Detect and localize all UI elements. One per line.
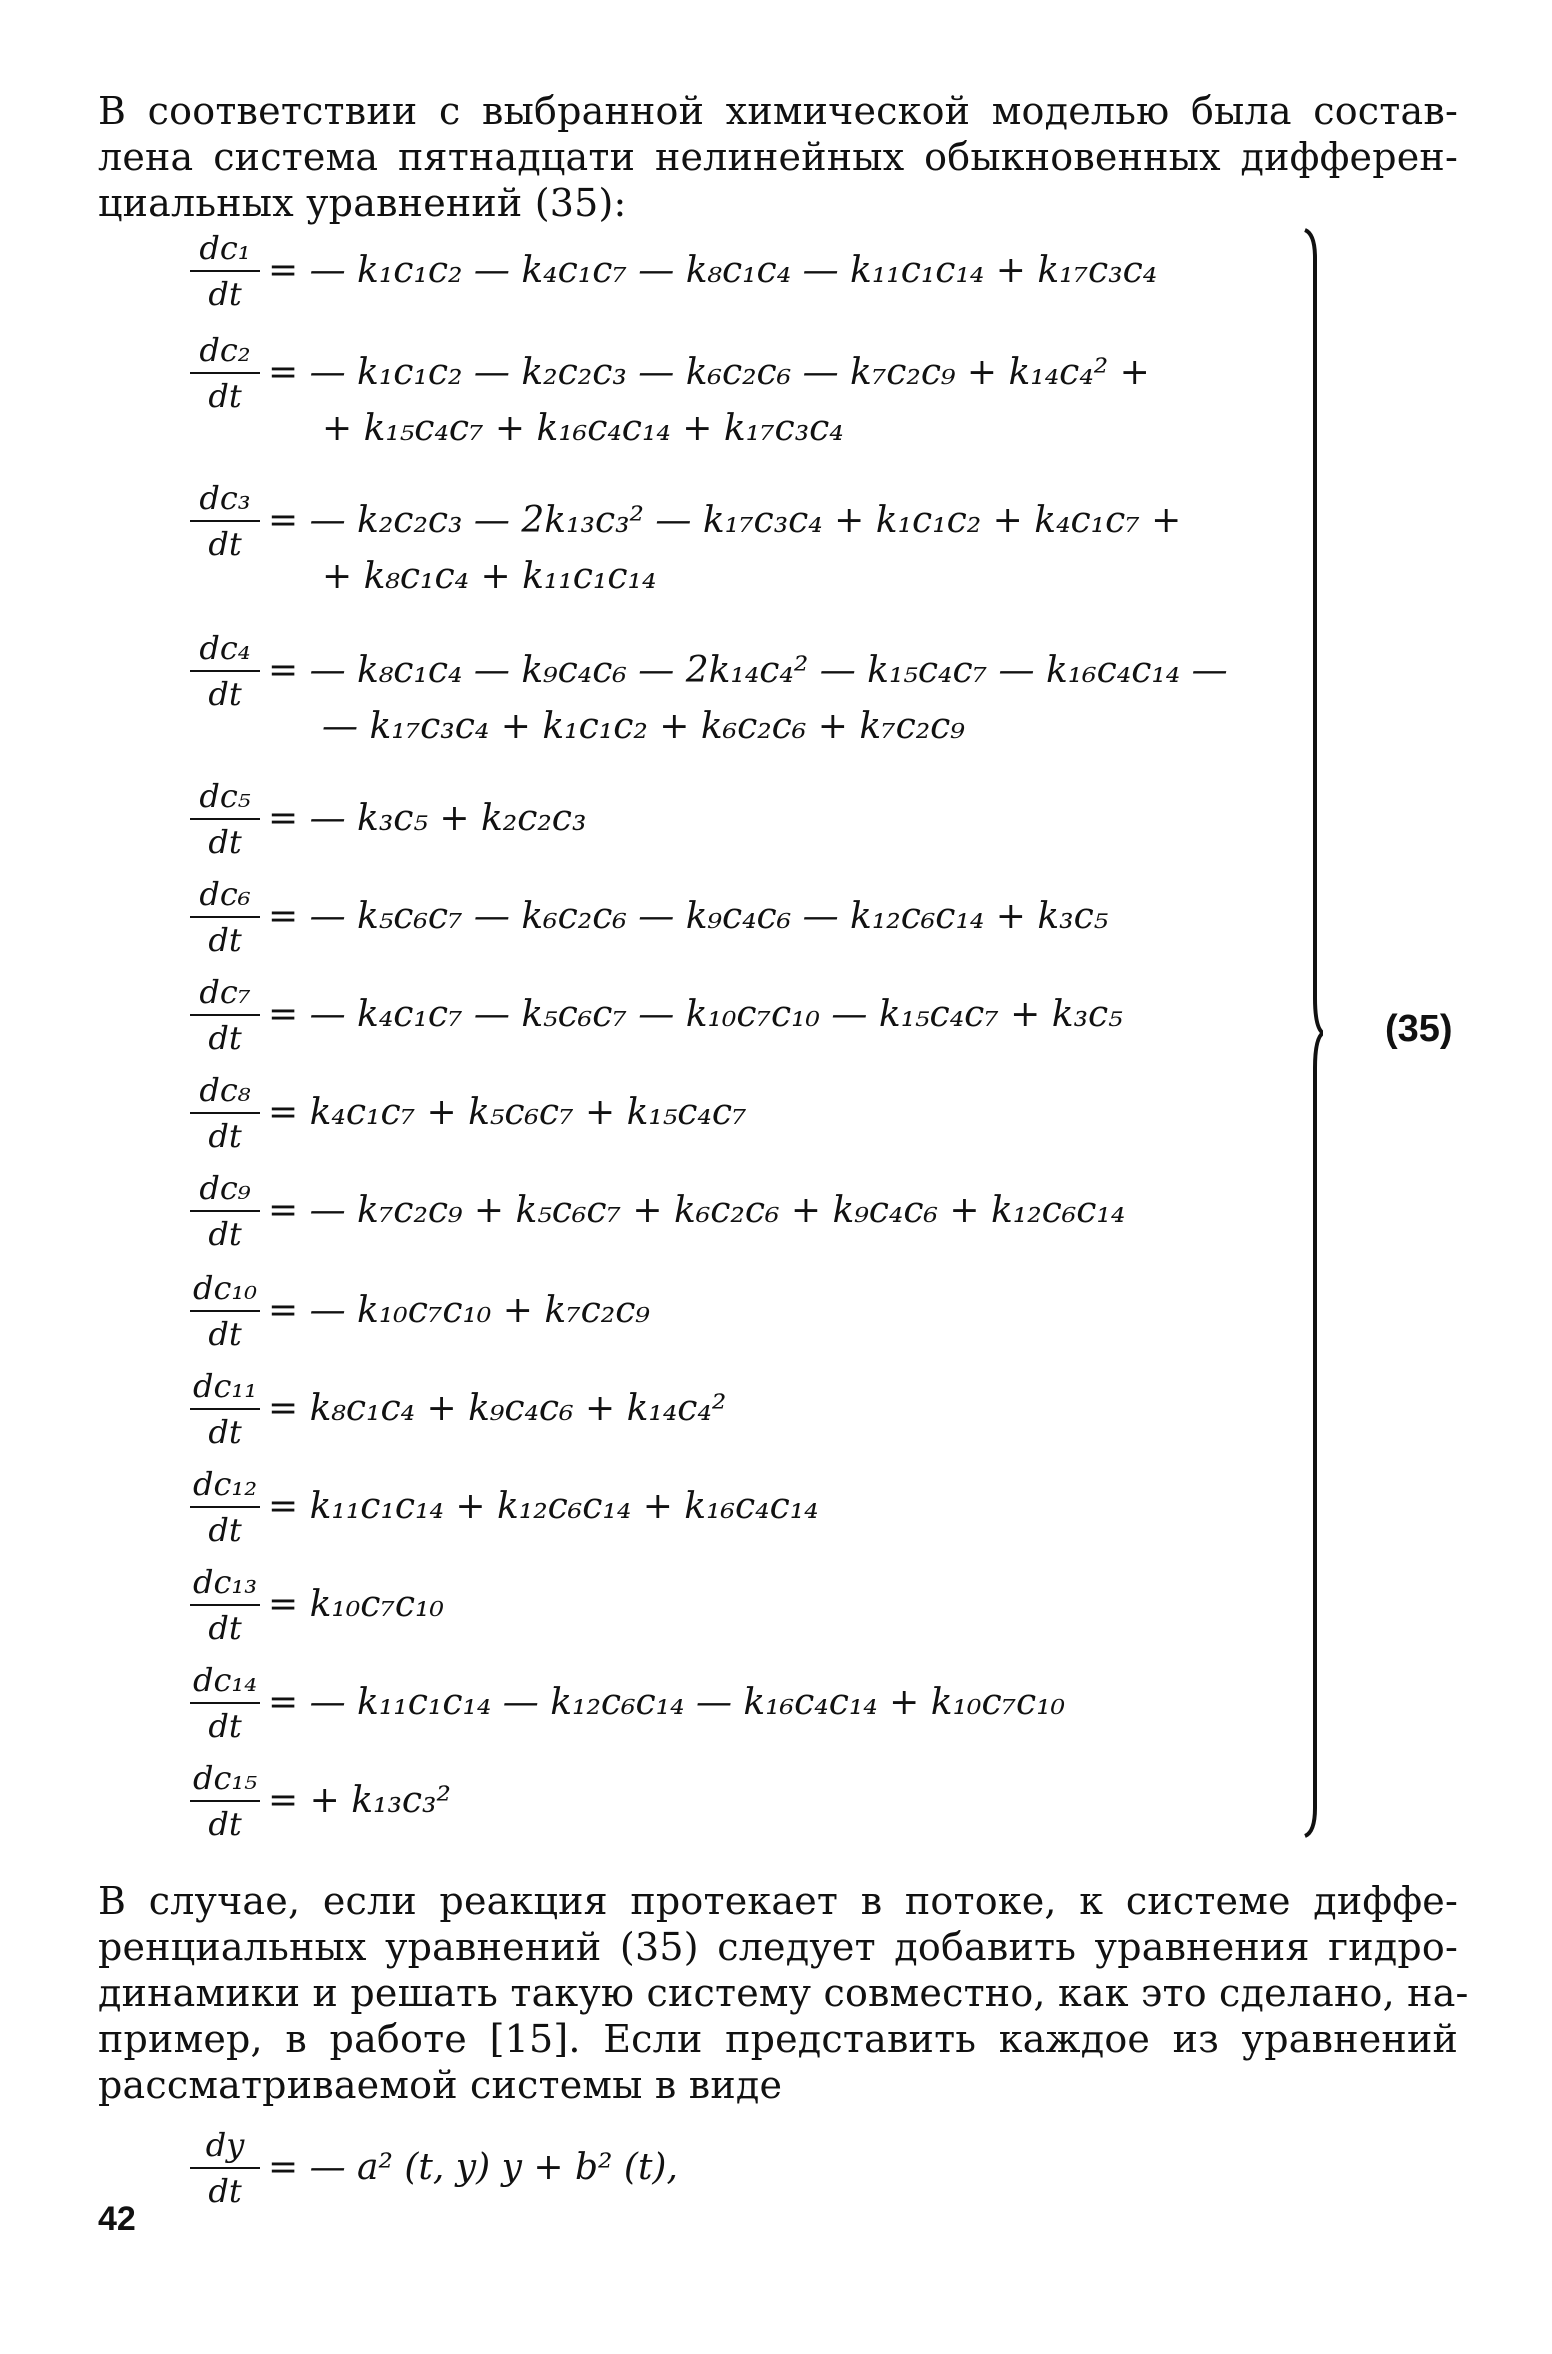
intro-paragraph [98,88,1458,226]
equation-numerator: dc₁ [199,229,251,267]
equation-denominator: dt [208,1805,242,1843]
equation-rhs-line: = — k₂c₂c₃ — 2k₁₃c₃² — k₁₇c₃c₄ + k₁c₁c₂ + k₄c₁c₇ + [268,500,1182,541]
equation-fraction [190,1268,260,1354]
equation-denominator: dt [208,1019,242,1057]
equation-fraction [190,1070,260,1156]
equation-fraction [190,1562,260,1648]
final-rhs: = — a² (t, y) y + b² (t), [268,2147,678,2188]
equation-denominator: dt [208,1413,242,1451]
fraction-bar [190,1210,260,1212]
equation-rhs-line: + k₈c₁c₄ + k₁₁c₁c₁₄ [322,556,657,597]
equation-numerator: dc₄ [199,629,251,667]
equation-numerator: dc₂ [199,331,251,369]
final-denominator: dt [208,2172,242,2210]
fraction-bar [190,818,260,820]
equation-numerator: dc₁₁ [192,1367,258,1405]
equation-fraction [190,330,260,416]
fraction-bar [190,1014,260,1016]
equation-rhs-line: + k₁₅c₄c₇ + k₁₆c₄c₁₄ + k₁₇c₃c₄ [322,408,844,449]
equation-denominator: dt [208,1215,242,1253]
fraction-bar [190,270,260,272]
equation-rhs-line: = — k₃c₅ + k₂c₂c₃ [268,798,587,839]
equation-fraction [190,478,260,564]
equation-rhs-line: = — k₄c₁c₇ — k₅c₆c₇ — k₁₀c₇c₁₀ — k₁₅c₄c₇ + k₃c₅ [268,994,1123,1035]
equation-denominator: dt [208,1609,242,1647]
equation-rhs-line: = — k₈c₁c₄ — k₉c₄c₆ — 2k₁₄c₄² — k₁₅c₄c₇ — k₁₆c₄c₁₄ — [268,650,1228,691]
intro-line-3: циальных уравнений (35): [98,181,627,225]
equation-rhs-line: = — k₁₁c₁c₁₄ — k₁₂c₆c₁₄ — k₁₆c₄c₁₄ + k₁₀c₇c₁₀ [268,1682,1066,1723]
final-fraction [190,2125,260,2211]
equation-rhs-line: = k₁₁c₁c₁₄ + k₁₂c₆c₁₄ + k₁₆c₄c₁₄ [268,1486,819,1527]
equation-rhs-line: = k₈c₁c₄ + k₉c₄c₆ + k₁₄c₄² [268,1388,727,1429]
equation-numerator: dc₆ [199,875,251,913]
second-line-1: В случае, если реакция протекает в потоке, к системе диффе- [98,1879,1458,1923]
equation-fraction [190,1758,260,1844]
equation-rhs-line: = — k₅c₆c₇ — k₆c₂c₆ — k₉c₄c₆ — k₁₂c₆c₁₄ + k₃c₅ [268,896,1109,937]
equation-rhs-line: = + k₁₃c₃² [268,1780,451,1821]
equation-rhs-line: = — k₇c₂c₉ + k₅c₆c₇ + k₆c₂c₆ + k₉c₄c₆ + k₁₂c₆c₁₄ [268,1190,1126,1231]
equation-numerator: dc₁₂ [192,1465,258,1503]
equation-numerator: dc₉ [199,1169,251,1207]
intro-line-1: В соответствии с выбранной химической моделью была состав- [98,89,1458,133]
fraction-bar [190,520,260,522]
equation-rhs-line: = k₁₀c₇c₁₀ [268,1584,444,1625]
equation-denominator: dt [208,675,242,713]
fraction-bar [190,1604,260,1606]
second-line-4: пример, в работе [15]. Если представить каждое из уравнений [98,2017,1458,2061]
equation-denominator: dt [208,1117,242,1155]
second-paragraph [98,1878,1469,2108]
equation-fraction [190,228,260,314]
fraction-bar [190,670,260,672]
equation-denominator: dt [208,1511,242,1549]
page-number: 42 [98,2200,136,2238]
equation-rhs-line: = — k₁c₁c₂ — k₂c₂c₃ — k₆c₂c₆ — k₇c₂c₉ + k₁₄c₄² + [268,352,1150,393]
equation-denominator: dt [208,275,242,313]
equation-fraction [190,1366,260,1452]
equation-denominator: dt [208,921,242,959]
fraction-bar [190,1310,260,1312]
fraction-bar [190,1506,260,1508]
equation-denominator: dt [208,823,242,861]
fraction-bar [190,1702,260,1704]
equation-fraction [190,972,260,1058]
fraction-bar [190,2167,260,2169]
equation-numerator: dc₁₄ [192,1661,258,1699]
equation-numerator: dc₇ [199,973,251,1011]
equation-numerator: dc₁₅ [192,1759,258,1797]
fraction-bar [190,1408,260,1410]
equation-denominator: dt [208,377,242,415]
equation-numerator: dc₅ [199,777,251,815]
fraction-bar [190,1112,260,1114]
equation-numerator: dc₁₃ [192,1563,258,1601]
equation-fraction [190,776,260,862]
equation-rhs-line: = — k₁₀c₇c₁₀ + k₇c₂c₉ [268,1290,650,1331]
equation-numerator: dc₁₀ [192,1269,258,1307]
equation-fraction [190,628,260,714]
fraction-bar [190,1800,260,1802]
second-line-2: ренциальных уравнений (35) следует добавить уравнения гидро- [98,1925,1458,1969]
second-line-5: рассматриваемой системы в виде [98,2063,783,2107]
equation-numerator: dc₈ [199,1071,251,1109]
equation-denominator: dt [208,1707,242,1745]
equation-fraction [190,1464,260,1550]
equation-numerator: dc₃ [199,479,251,517]
intro-line-2: лена система пятнадцати нелинейных обыкновенных дифферен- [98,135,1458,179]
equation-denominator: dt [208,525,242,563]
final-numerator: dy [205,2126,245,2164]
equation-rhs-line: = k₄c₁c₇ + k₅c₆c₇ + k₁₅c₄c₇ [268,1092,747,1133]
second-line-3: динамики и решать такую систему совместно, как это сделано, на- [98,1971,1469,2015]
equation-number: (35) [1385,1008,1453,1050]
equation-rhs-line: — k₁₇c₃c₄ + k₁c₁c₂ + k₆c₂c₆ + k₇c₂c₉ [322,706,965,747]
fraction-bar [190,372,260,374]
right-brace [1303,228,1323,1838]
equation-denominator: dt [208,1315,242,1353]
equation-rhs-line: = — k₁c₁c₂ — k₄c₁c₇ — k₈c₁c₄ — k₁₁c₁c₁₄ + k₁₇c₃c₄ [268,250,1158,291]
equation-fraction [190,1168,260,1254]
fraction-bar [190,916,260,918]
equation-fraction [190,874,260,960]
equation-fraction [190,1660,260,1746]
